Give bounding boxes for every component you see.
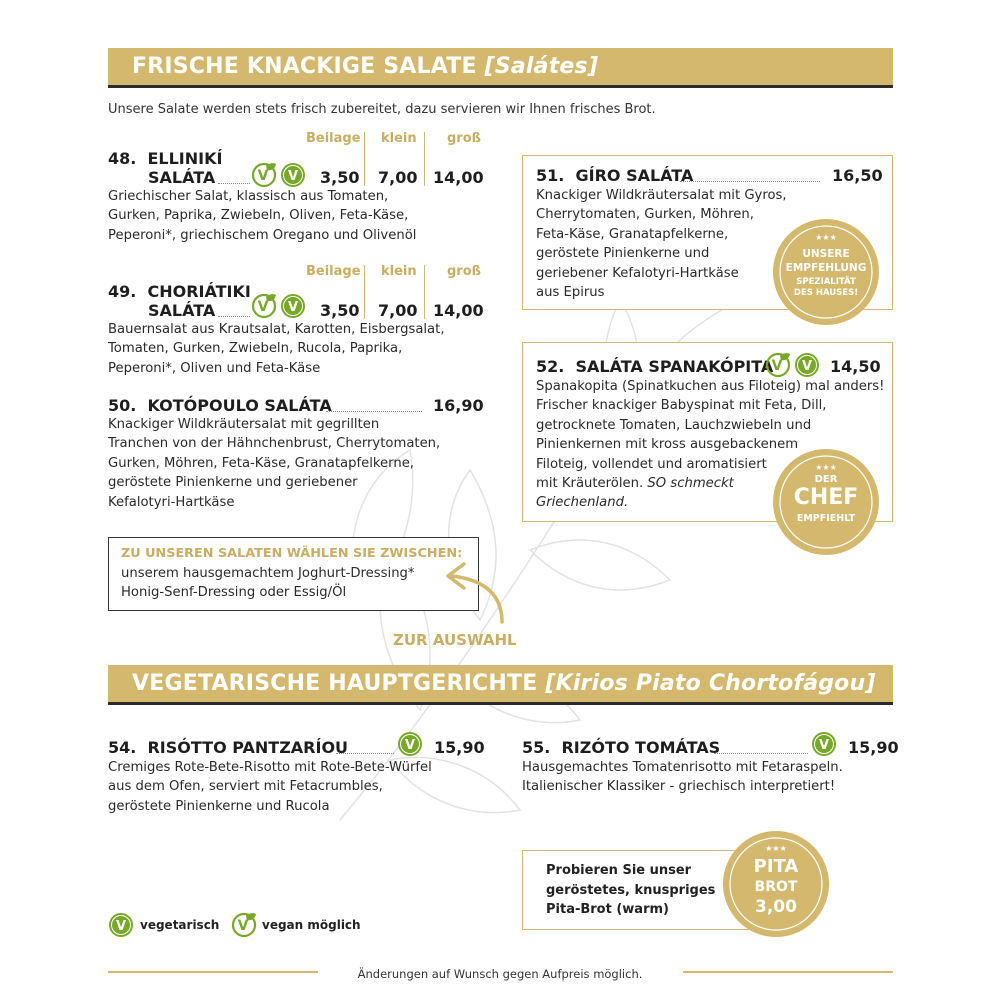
dish-54-title: 54. RISÓTTO PANTZARÍOU bbox=[108, 738, 349, 757]
dish-55-description: Hausgemachtes Tomatenrisotto mit Fetaraspeln. Italienischer Klassiker - griechisch interpretiert! bbox=[522, 760, 843, 795]
svg-text:V: V bbox=[287, 300, 299, 315]
dish-50-price: 16,90 bbox=[433, 396, 484, 415]
dish-49-price-beilage: 3,50 bbox=[320, 301, 360, 320]
pita-price-seal bbox=[722, 830, 830, 938]
dish-49-price-gross: 14,00 bbox=[433, 301, 484, 320]
dish-48-description: Griechischer Salat, klassisch aus Tomaten, Gurken, Paprika, Zwiebeln, Oliven, Feta-Käse, Peperoni*, griechischem Oregano und Olivenöl bbox=[108, 189, 417, 243]
svg-text:V: V bbox=[257, 168, 269, 184]
recommendation-seal bbox=[772, 218, 880, 326]
svg-text:V: V bbox=[818, 738, 830, 753]
column-divider bbox=[424, 265, 425, 319]
vegan-icon bbox=[765, 352, 791, 378]
curved-arrow-icon bbox=[438, 556, 518, 626]
legend-vegetarian-label: vegetarisch bbox=[140, 918, 220, 932]
seal-line: SPEZIALITÄT bbox=[796, 277, 856, 287]
size-header-beilage: Beilage bbox=[306, 131, 361, 146]
svg-text:V: V bbox=[404, 738, 416, 753]
seal-line: 3,00 bbox=[755, 897, 797, 917]
svg-text:V: V bbox=[287, 169, 299, 184]
dot-leader bbox=[218, 316, 250, 317]
seal-stars: ★★★ bbox=[815, 233, 837, 242]
dish-48-price-gross: 14,00 bbox=[433, 168, 484, 187]
seal-line: PITA bbox=[753, 856, 799, 877]
dish-55-price: 15,90 bbox=[848, 738, 899, 757]
seal-line: CHEF bbox=[793, 485, 859, 510]
dot-leader bbox=[336, 753, 394, 754]
dish-52-price: 14,50 bbox=[830, 357, 881, 376]
svg-text:V: V bbox=[771, 358, 783, 374]
dish-49-price-klein: 7,00 bbox=[378, 301, 418, 320]
svg-text:V: V bbox=[237, 918, 249, 934]
dish-48-title-line2: SALÁTA bbox=[148, 168, 216, 187]
seal-stars: ★★★ bbox=[765, 844, 787, 853]
salads-intro: Unsere Salate werden stets frisch zubereitet, dazu servieren wir Ihnen frisches Brot. bbox=[108, 102, 656, 117]
vegetarian-section-title: VEGETARISCHE HAUPTGERICHTE [Kirios Piato Chortofágou] bbox=[132, 671, 876, 696]
chef-recommends-seal bbox=[772, 448, 880, 556]
size-header-klein: klein bbox=[381, 131, 417, 146]
seal-stars: ★★★ bbox=[815, 463, 837, 472]
dish-55-title: 55. RIZÓTO TOMÁTAS bbox=[522, 738, 721, 757]
dish-50-description: Knackiger Wildkräutersalat mit gegrillten Tranchen von der Hähnchenbrust, Cherrytomaten, Gurken, Möhren, Feta-Käse, Granatapfelkerne, geröstete Pinienkerne und geriebener Kefalotyri-Hartkäse bbox=[108, 417, 441, 510]
dish-52-description: Spanakopita (Spinatkuchen aus Filoteig) mal anders! Frischer knackiger Babyspinat mit Feta, Dill, getrocknete Tomaten, Lauchzwiebeln und Pinienkernen mit kross ausgebackenem Filoteig, vollendet und aromatisiert mit Kräuterölen. SO schmeckt Griechenland. bbox=[536, 379, 885, 511]
dressing-title: ZU UNSEREN SALATEN WÄHLEN SIE ZWISCHEN: bbox=[121, 546, 463, 561]
dish-50-title: 50. KOTÓPOULO SALÁTA bbox=[108, 396, 332, 415]
dish-52-title: 52. SALÁTA SPANAKÓPITA bbox=[536, 357, 774, 376]
size-header-klein: klein bbox=[381, 264, 417, 279]
dish-49-description: Bauernsalat aus Krautsalat, Karotten, Eisbergsalat, Tomaten, Gurken, Zwiebeln, Rucola, Paprika, Peperoni*, Oliven und Feta-Käse bbox=[108, 322, 445, 376]
seal-line: EMPFIEHLT bbox=[796, 513, 856, 524]
dish-48-title: 48. ELLINIKÍ bbox=[108, 149, 223, 168]
vegan-icon bbox=[231, 912, 257, 938]
vegetarian-icon bbox=[280, 162, 306, 188]
dish-54-description: Cremiges Rote-Bete-Risotto mit Rote-Bete-Würfel aus dem Ofen, serviert mit Fetacrumbles, geröstete Pinienkerne und Rucola bbox=[108, 760, 432, 814]
vegetarian-section-banner bbox=[108, 665, 893, 705]
column-divider bbox=[364, 132, 365, 186]
column-divider bbox=[424, 132, 425, 186]
svg-text:V: V bbox=[257, 299, 269, 315]
dish-48-price-klein: 7,00 bbox=[378, 168, 418, 187]
dressing-options: unserem hausgemachtem Joghurt-Dressing* Honig-Senf-Dressing oder Essig/Öl bbox=[121, 566, 415, 601]
pita-text: Probieren Sie unser geröstetes, knuspriges Pita-Brot (warm) bbox=[546, 863, 716, 917]
seal-line: UNSERE bbox=[802, 248, 850, 260]
size-header-gross: groß bbox=[447, 264, 481, 279]
dish-49-title: 49. CHORIÁTIKI bbox=[108, 282, 251, 301]
vegetarian-icon bbox=[794, 352, 820, 378]
dish-48-price-beilage: 3,50 bbox=[320, 168, 360, 187]
dot-leader bbox=[680, 181, 820, 182]
seal-line: EMPFEHLUNG bbox=[785, 262, 867, 274]
seal-line: DES HAUSES! bbox=[793, 288, 859, 298]
salads-section-title: FRISCHE KNACKIGE SALATE [Salátes] bbox=[132, 54, 599, 79]
legend-vegan-label: vegan möglich bbox=[262, 918, 361, 932]
vegan-icon bbox=[251, 162, 277, 188]
vegetarian-icon bbox=[397, 731, 423, 757]
svg-text:V: V bbox=[801, 359, 813, 374]
vegetarian-icon bbox=[811, 731, 837, 757]
dish-51-description: Knackiger Wildkräutersalat mit Gyros, Cherrytomaten, Gurken, Möhren, Feta-Käse, Granatapfelkerne, geröstete Pinienkerne und geriebener Kefalotyri-Hartkäse aus Epirus bbox=[536, 188, 787, 301]
arrow-label: ZUR AUSWAHL bbox=[393, 631, 517, 649]
seal-line: DER bbox=[814, 474, 838, 485]
salads-section-banner bbox=[108, 48, 893, 88]
vegetarian-icon bbox=[108, 912, 134, 938]
footer-note: Änderungen auf Wunsch gegen Aufpreis möglich. bbox=[357, 967, 643, 981]
dish-51-title: 51. GÍRO SALÁTA bbox=[536, 166, 694, 185]
dish-51-price: 16,50 bbox=[832, 166, 883, 185]
dish-54-price: 15,90 bbox=[434, 738, 485, 757]
dish-49-title-line2: SALÁTA bbox=[148, 301, 216, 320]
seal-line: BROT bbox=[754, 879, 798, 895]
dot-leader bbox=[218, 183, 250, 184]
vegan-icon bbox=[251, 293, 277, 319]
size-header-gross: groß bbox=[447, 131, 481, 146]
vegetarian-icon bbox=[280, 293, 306, 319]
dot-leader bbox=[326, 411, 422, 412]
column-divider bbox=[364, 265, 365, 319]
dot-leader bbox=[714, 753, 808, 754]
size-header-beilage: Beilage bbox=[306, 264, 361, 279]
svg-text:V: V bbox=[115, 919, 127, 934]
